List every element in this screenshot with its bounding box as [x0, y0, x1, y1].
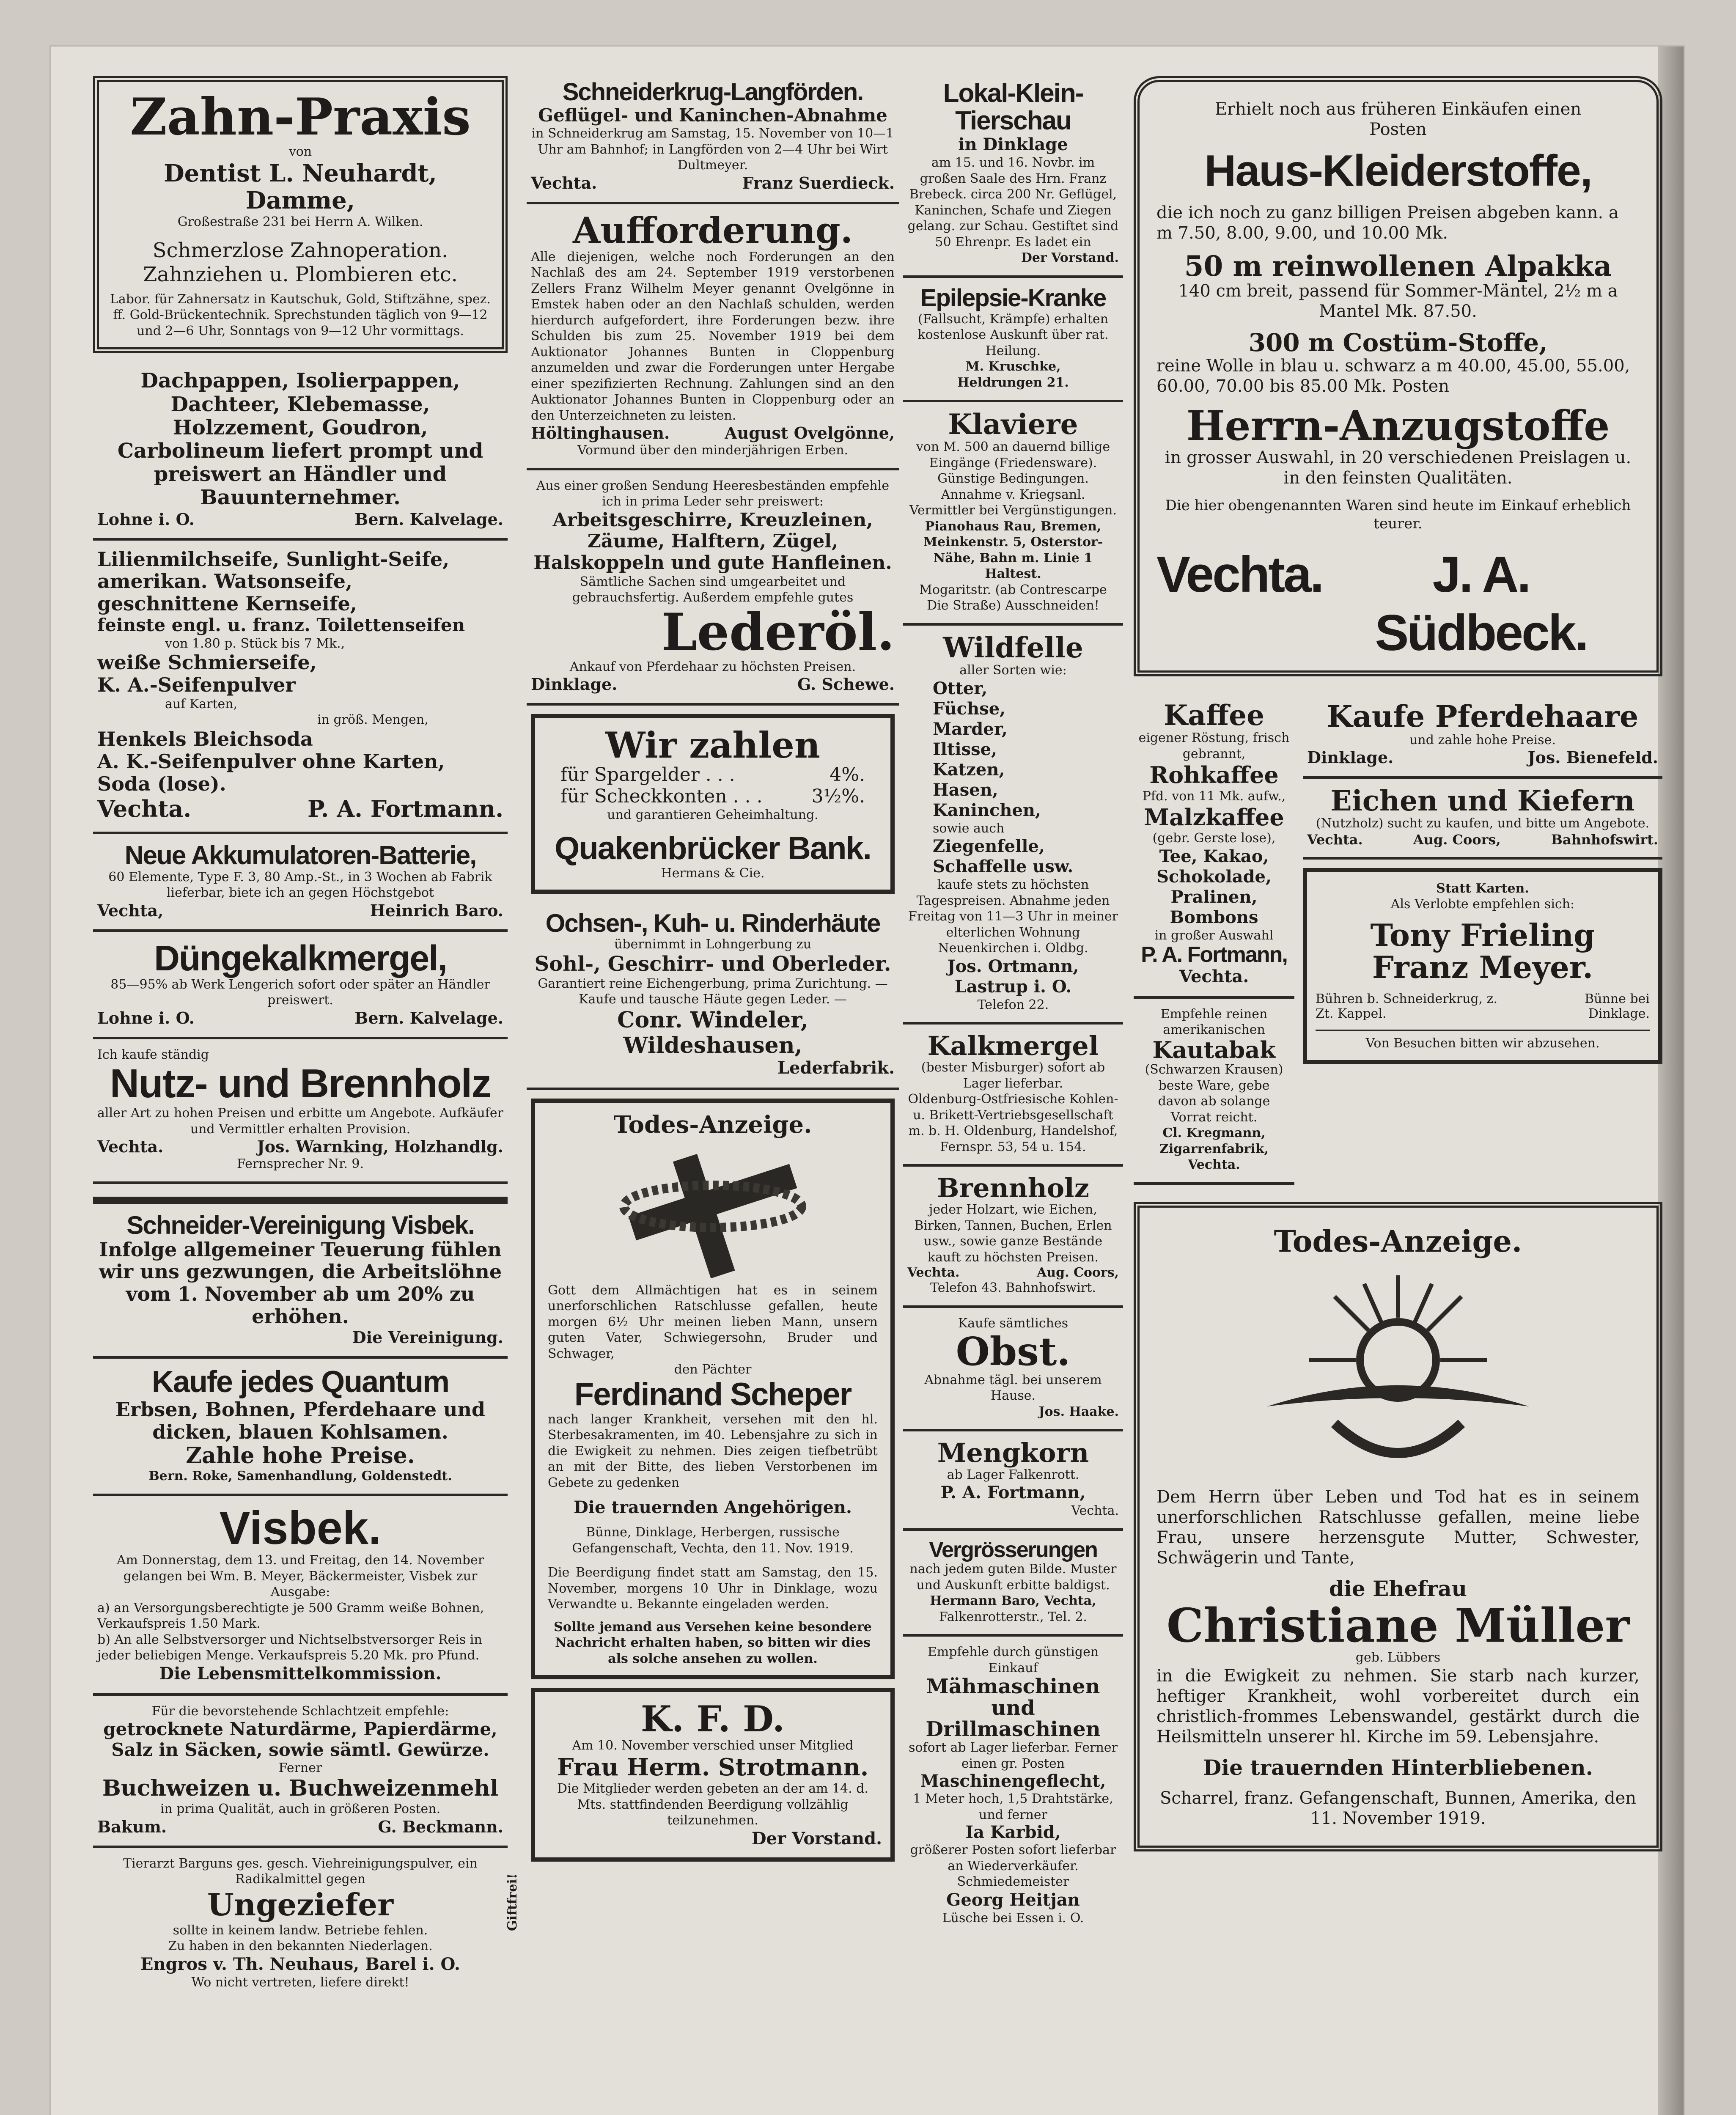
seifen-line-9: in größ. Mengen, — [317, 712, 429, 728]
ungeziefer-title: Ungeziefer — [207, 1886, 394, 1923]
column-4-right-strip — [1303, 693, 1662, 1185]
suedbeck-pre: Erhielt noch aus früheren Einkäufen einen Posten — [1214, 99, 1582, 139]
klaviere-firm: Pianohaus Rau, Bremen, Meinkenstr. 5, Osterstor-Nähe, Bahn m. Linie 1 Haltest. — [923, 519, 1103, 582]
wildfelle-firm: Jos. Ortmann, — [947, 956, 1079, 976]
suedbeck-text-2: 140 cm breit, passend für Sommer-Mäntel, 2½ m a Mantel Mk. 87.50. — [1178, 281, 1618, 321]
seifen-line-7: K. A.-Seifenpulver — [97, 673, 296, 696]
verlobung-places — [1316, 992, 1650, 1021]
haeute-title-2: Sohl-, Geschirr- und Oberleder. — [534, 952, 891, 976]
brennholz-footer — [907, 1265, 1119, 1280]
todes2-pre: die Ehefrau — [1329, 1576, 1467, 1601]
todes2-geb: geb. Lübbers — [1355, 1650, 1441, 1665]
zahnpraxis-von: von — [288, 144, 312, 159]
tierschau-text: am 15. und 16. Novbr. im großen Saale des Hrn. Franz Brebeck. circa 200 Nr. Geflügel, Kaninchen, Schafe und Ziegen gelang. zur Schau. Gestiftet sind 50 Ehrenpr. Es ladet ein — [907, 155, 1119, 250]
pferdehaare-footer — [1307, 748, 1658, 767]
bank-name: Quakenbrücker Bank. — [555, 830, 871, 866]
wildfelle-item: Kaninchen, — [933, 800, 1041, 820]
todes1-pre: den Pächter — [674, 1362, 752, 1377]
bank-row-1-label: für Spargelder . . . — [560, 764, 735, 786]
suedbeck-text: die ich noch zu ganz billigen Preisen abgeben kann. a m 7.50, 8.00, 9.00, und 10.00 Mk. — [1156, 203, 1619, 243]
wildfelle-item: Schaffelle usw. — [933, 857, 1074, 877]
verlobung-name-1: Tony Frieling — [1370, 917, 1595, 953]
kfd-text: Am 10. November verschied unser Mitglied — [572, 1738, 854, 1753]
nutzholz-firm: Jos. Warnking, Holzhandlg. — [257, 1137, 503, 1156]
ad-verlobung — [1303, 868, 1662, 1064]
column-3 — [903, 72, 1123, 1935]
ad-visbek — [93, 1496, 508, 1696]
bank-text: und garantieren Geheimhaltung. — [607, 808, 819, 823]
aufforderung-place: Höltinghausen. — [531, 423, 670, 443]
ad-aufforderung — [527, 204, 899, 470]
vergroesserungen-addr: Falkenrotterstr., Tel. 2. — [939, 1609, 1087, 1624]
kaffee-text-4: in großer Auswahl — [1154, 928, 1274, 943]
suedbeck-place: Vechta. — [1156, 546, 1323, 603]
ad-mengkorn — [903, 1431, 1123, 1530]
bank-row-2-value: 3½%. — [811, 786, 865, 808]
ad-brennholz-coors — [903, 1167, 1123, 1308]
kaffee-item: Tee, Kakao, — [1159, 846, 1269, 866]
duengekalk-text: 85—95% ab Werk Lengerich sofort oder später an Händler preiswert. — [110, 977, 490, 1008]
schneider-footer — [97, 1328, 503, 1347]
ungeziefer-side: Giftfrei! — [505, 1873, 520, 1931]
dachpappen-firm: Bern. Kalvelage. — [354, 509, 503, 529]
kaffee-item: Pralinen, — [1170, 887, 1258, 907]
haeute-firm: Conr. Windeler, Wildeshausen, — [617, 1007, 808, 1058]
bank-title: Wir zahlen — [605, 724, 820, 766]
schneiderkrug-place: Vechta. — [531, 173, 597, 192]
column-4 — [1134, 72, 1662, 1860]
lederoel-line: Arbeitsgeschirre, Kreuzleinen, Zäume, Halftern, Zügel, Halskoppeln und gute Hanfleinen. — [533, 509, 892, 574]
ad-todesanzeige-scheper — [531, 1099, 895, 1679]
visbek-title: Visbek. — [219, 1502, 382, 1554]
kautabak-pre: Empfehle reinen amerikanischen — [1160, 1006, 1268, 1038]
wildfelle-item: Marder, — [933, 719, 1008, 739]
visbek-item-b: b) An alle Selbstversorger und Nichtselbstversorger Reis in jeder beliebigen Menge. Verkaufspreis 5.20 Mk. pro Pfund. — [97, 1632, 482, 1663]
ad-maschinen — [903, 1637, 1123, 1935]
ad-klaviere — [903, 402, 1123, 626]
lederoel-place: Dinklage. — [531, 675, 618, 694]
nutzholz-footer — [97, 1137, 503, 1156]
eichen-place: Vechta. — [1307, 831, 1363, 848]
ad-schlachtzeit — [93, 1696, 508, 1848]
dachpappen-place: Lohne i. O. — [97, 509, 195, 529]
kaffee-item: Bombons — [1170, 907, 1258, 927]
ad-schneiderkrug — [527, 72, 899, 204]
nutzholz-pre: Ich kaufe ständig — [97, 1047, 209, 1062]
kaffee-title: Kaffee — [1163, 699, 1265, 732]
eichen-footer — [1307, 832, 1658, 848]
haeute-text: übernimmt in Lohngerbung zu — [614, 937, 812, 952]
brennholz-title: Brennholz — [937, 1173, 1089, 1204]
maschinen-place: Lüsche bei Essen i. O. — [942, 1910, 1084, 1925]
wildfelle-item: Katzen, — [933, 759, 1005, 780]
todes1-name: Ferdinand Scheper — [574, 1376, 852, 1412]
seifen-line-12: Soda (lose). — [97, 772, 226, 795]
epilepsie-text: (Fallsucht, Krämpfe) erhalten kostenlose Auskunft über rat. Heilung. — [917, 311, 1109, 358]
ad-kaffee — [1134, 693, 1294, 999]
seifen-line-8: auf Karten, — [165, 696, 238, 711]
seifen-line-10: Henkels Bleichsoda — [97, 727, 313, 750]
column-4-middle — [1134, 693, 1662, 1185]
suedbeck-title-4: Herrn-Anzugstoffe — [1186, 402, 1610, 450]
klaviere-title: Klaviere — [948, 408, 1078, 441]
schlachtzeit-firm: G. Beckmann. — [378, 1817, 503, 1836]
aufforderung-title: Aufforderung. — [572, 209, 853, 251]
wildfelle-item: Otter, — [933, 678, 988, 698]
eichen-firm: Aug. Coors, — [1413, 831, 1501, 848]
kaffee-place: Vechta. — [1179, 966, 1249, 986]
kfd-name: Frau Herm. Strotmann. — [557, 1753, 869, 1781]
sunburst-wreath-icon — [1250, 1263, 1546, 1483]
kaffee-text-3: (gebr. Gerste lose), — [1152, 831, 1276, 846]
schneiderkrug-title: Schneiderkrug-Langförden. — [562, 78, 863, 106]
ad-wildfelle — [903, 626, 1123, 1025]
schlachtzeit-title: Buchweizen u. Buchweizenmehl — [102, 1775, 499, 1802]
quantum-pay: Zahle hohe Preise. — [186, 1442, 415, 1469]
todes1-text: Gott dem Allmächtigen hat es in seinem unerforschlichen Ratschlusse gefallen, heute morgen 6½ Uhr meinen lieben Mann, unsern guten Vater, Schwiegersohn, Bruder und Schwager, — [548, 1283, 878, 1361]
mengkorn-firm: P. A. Fortmann, — [940, 1483, 1086, 1503]
ad-epilepsie — [903, 278, 1123, 402]
eichen-text: (Nutzholz) sucht zu kaufen, und bitte um Angebote. — [1316, 816, 1650, 831]
wildfelle-title: Wildfelle — [943, 631, 1083, 664]
lederoel-text: Sämtliche Sachen sind umgearbeitet und gebrauchsfertig. Außerdem empfehle gutes — [572, 574, 854, 605]
wildfelle-item: sowie auch — [933, 821, 1005, 836]
obst-title: Obst. — [956, 1329, 1071, 1375]
ad-tierschau — [903, 72, 1123, 278]
todes1-funeral: Die Beerdigung findet statt am Samstag, den 15. November, morgens 10 Uhr in Dinklage, wozu Verwandte u. Bekannte eingeladen werden. — [548, 1565, 878, 1612]
ad-seifen — [93, 541, 508, 834]
eichen-role: Bahnhofswirt. — [1551, 831, 1658, 848]
ungeziefer-pre: Tierarzt Barguns ges. gesch. Viehreinigungspulver, ein Radikalmittel gegen — [123, 1856, 478, 1887]
suedbeck-firm: J. A. Südbeck. — [1375, 546, 1587, 662]
kaffee-text: eigener Röstung, frisch gebrannt, — [1138, 731, 1290, 761]
maschinen-text-2: 1 Meter hoch, 1,5 Drahtstärke, und ferner — [913, 1791, 1113, 1822]
brennholz-place: Vechta. — [907, 1265, 960, 1280]
seifen-line-3: geschnittene Kernseife, — [97, 592, 357, 615]
aufforderung-footer — [531, 423, 895, 442]
wildfelle-place: Lastrup i. O. — [954, 976, 1072, 997]
todes2-text-2: in die Ewigkeit zu nehmen. Sie starb nach kurzer, heftiger Krankheit, wohl vorbereitet durch ein christlich-frommes Lebenswandel, gestärkt durch die Heilsmitteln unserer hl. Kirche im 59. Lebensjahre. — [1156, 1666, 1640, 1747]
wildfelle-items — [907, 678, 1119, 877]
schlachtzeit-text: in prima Qualität, auch in größeren Posten. — [160, 1802, 441, 1817]
kalkmergel-text: (bester Misburger) sofort ab Lager lieferbar. — [921, 1060, 1105, 1091]
schlachtzeit-ferner: Ferner — [278, 1760, 322, 1775]
todes1-sign: Die trauernden Angehörigen. — [574, 1497, 852, 1518]
bank-row-1 — [544, 764, 882, 786]
lederoel-firm: G. Schewe. — [797, 675, 895, 694]
column-2 — [527, 72, 899, 1870]
seifen-line-4: feinste engl. u. franz. Toilettenseifen — [97, 615, 465, 636]
ad-duengekalk — [93, 932, 508, 1039]
nutzholz-phone: Fernsprecher Nr. 9. — [236, 1156, 364, 1172]
ad-akku — [93, 834, 508, 932]
akku-place: Vechta, — [97, 901, 164, 920]
wildfelle-phone: Telefon 22. — [977, 997, 1049, 1012]
seifen-line-1: Lilienmilchseife, Sunlight-Seife, — [97, 547, 450, 571]
aufforderung-text: Alle diejenigen, welche noch Forderungen an den Nachlaß des am 24. September 1919 verstorbenen Zellers Franz Wilhelm Meyer genannt Ovelgönne in Emstek haben oder an den Nachlaß schulden, werden hierdurch aufgefordert, ihre Forderungen bezw. ihre Schulden bis zum 25. November 1919 bei dem Auktionator Johannes Bunten in Cloppenburg anzumelden und zwar die Forderungen unter Hergabe einer spezifizierten Rechnung. Zahlungen sind an den Auktionator Johannes Bunten in Cloppenburg oder an den Unterzeichneten zu leisten. — [531, 249, 895, 423]
ad-ungeziefer — [93, 1848, 520, 2000]
suedbeck-title-3: 300 m Costüm-Stoffe, — [1248, 328, 1548, 357]
ad-dachpappen — [93, 362, 508, 540]
tierschau-title: Lokal-Klein-Tierschau — [943, 79, 1083, 136]
ad-quantum — [93, 1359, 508, 1496]
dachpappen-footer — [97, 510, 503, 529]
epilepsie-firm: M. Kruschke, — [965, 359, 1061, 374]
ad-quakenbruecker-bank — [531, 714, 895, 894]
todes1-text-2: nach langer Krankheit, versehen mit den hl. Sterbesakramenten, im 40. Lebensjahre zu sich in die Ewigkeit zu nehmen. Dies zeigen tiefbetrübt an mit der Bitte, des lieben Verstorbenen im Gebete zu gedenken — [548, 1412, 878, 1490]
zahnpraxis-dentist: Dentist L. Neuhardt, Damme, — [164, 159, 437, 214]
maschinen-title: Mähmaschinen und Drillmaschinen — [926, 1675, 1101, 1741]
schlachtzeit-line-1: getrocknete Naturdärme, Papierdärme, — [103, 1719, 497, 1740]
ungeziefer-avail: Zu haben in den bekannten Niederlagen. — [168, 1939, 433, 1954]
maschinen-text: sofort ab Lager lieferbar. Ferner einen gr. Posten — [909, 1740, 1118, 1771]
quantum-text: Erbsen, Bohnen, Pferdehaare und dicken, blauen Kohlsamen. — [115, 1398, 486, 1443]
ad-haeute — [527, 902, 899, 1090]
ad-zahnpraxis — [93, 76, 508, 353]
todes2-text: Dem Herrn über Leben und Tod hat es in seinem unerforschlichen Ratschlusse gefallen, meine liebe Frau, unsere herzensgute Mutter, Schwester, Schwägerin und Tante, — [1156, 1487, 1640, 1568]
wildfelle-sub: aller Sorten wie: — [959, 663, 1067, 678]
duengekalk-title: Düngekalkmergel, — [154, 938, 447, 978]
brennholz-text: jeder Holzart, wie Eichen, Birken, Tannen, Buchen, Erlen usw., sowie ganze Bestände kauft zu höchsten Preisen. — [914, 1202, 1112, 1265]
kaffee-title-2: Rohkaffee — [1149, 761, 1279, 789]
column-4-left-strip — [1134, 693, 1294, 1185]
verlobung-name-2: Franz Meyer. — [1372, 949, 1593, 985]
haeute-small: Garantiert reine Eichengerbung, prima Zurichtung. — Kaufe und tausche Häute gegen Leder. — — [538, 976, 888, 1007]
mengkorn-place: Vechta. — [1071, 1503, 1119, 1519]
maschinen-text-3: größerer Posten sofort lieferbar an Wiederverkäufer. — [910, 1843, 1116, 1873]
akku-footer — [97, 901, 503, 920]
kaffee-item: Schokolade, — [1156, 866, 1272, 887]
wildfelle-item: Ziegenfelle, — [933, 836, 1045, 857]
schneider-title: Schneider-Vereinigung Visbek. — [126, 1211, 474, 1239]
seifen-firm: P. A. Fortmann. — [307, 795, 503, 822]
bank-row-2 — [544, 786, 882, 807]
visbek-sign: Die Lebensmittelkommission. — [159, 1663, 442, 1684]
verlobung-right: Bünne bei Dinklage. — [1585, 992, 1650, 1022]
wildfelle-item: Iltisse, — [933, 739, 997, 759]
todes1-title: Todes-Anzeige. — [613, 1111, 812, 1139]
pferdehaare-firm: Jos. Bienefeld. — [1527, 748, 1658, 767]
ad-kautabak — [1134, 999, 1294, 1185]
pferdehaare-title: Kaufe Pferdehaare — [1327, 699, 1639, 734]
ad-schneider-vereinigung — [93, 1197, 508, 1359]
ad-kalkmergel — [903, 1025, 1123, 1167]
zahnpraxis-title: Zahn-Praxis — [130, 87, 471, 147]
lederoel-pre: Aus einer großen Sendung Heeresbeständen empfehle ich in prima Leder sehr preiswert: — [536, 478, 890, 509]
mengkorn-title: Mengkorn — [937, 1437, 1089, 1469]
ad-suedbeck — [1134, 76, 1662, 676]
bank-firm: Hermans & Cie. — [661, 865, 765, 881]
kaffee-firm: P. A. Fortmann, — [1141, 942, 1287, 967]
haeute-sub: Lederfabrik. — [777, 1058, 895, 1078]
seifen-line-2: amerikan. Watsonseife, — [97, 570, 353, 593]
verlobung-left: Bühren b. Schneiderkrug, z. Zt. Kappel. — [1316, 992, 1498, 1022]
maschinen-firm: Georg Heitjan — [946, 1890, 1080, 1910]
verlobung-note: Von Besuchen bitten wir abzusehen. — [1316, 1030, 1650, 1052]
epilepsie-title: Epilepsie-Kranke — [920, 284, 1106, 312]
vergroesserungen-title: Vergrösserungen — [929, 1537, 1097, 1562]
ad-todesanzeige-mueller — [1134, 1202, 1662, 1852]
schlachtzeit-pre: Für die bevorstehende Schlachtzeit empfehle: — [151, 1703, 449, 1719]
kaffee-text-2: Pfd. von 11 Mk. aufw., — [1142, 788, 1286, 804]
schlachtzeit-place: Bakum. — [97, 1817, 167, 1836]
suedbeck-footer — [1156, 545, 1640, 662]
lederoel-bottom: Ankauf von Pferdehaar zu höchsten Preisen. — [569, 659, 856, 674]
vergroesserungen-firm: Hermann Baro, Vechta, — [930, 1593, 1096, 1609]
obst-pre: Kaufe sämtliches — [958, 1316, 1069, 1331]
aufforderung-role: Vormund über den minderjährigen Erben. — [577, 443, 849, 458]
suedbeck-text-5: Die hier obengenannten Waren sind heute im Einkauf erheblich teurer. — [1165, 497, 1631, 532]
cross-wreath-icon — [611, 1143, 814, 1278]
maschinen-pre: Empfehle durch günstigen Einkauf — [927, 1645, 1099, 1676]
todes2-place: Scharrel, franz. Gefangenschaft, Bunnen, Amerika, den 11. November 1919. — [1159, 1788, 1636, 1829]
ad-nutzholz — [93, 1039, 508, 1184]
duengekalk-firm: Bern. Kalvelage. — [354, 1008, 503, 1027]
akku-title: Neue Akkumulatoren-Batterie, — [124, 841, 476, 870]
schneiderkrug-text: in Schneiderkrug am Samstag, 15. November von 10—1 Uhr am Bahnhof; in Langförden von 2—4 Uhr bei Wirt Dultmeyer. — [531, 126, 894, 173]
eichen-title: Eichen und Kiefern — [1330, 784, 1635, 818]
seifen-place: Vechta. — [97, 795, 192, 822]
todes2-title: Todes-Anzeige. — [1274, 1223, 1522, 1259]
quantum-title: Kaufe jedes Quantum — [151, 1365, 449, 1399]
dachpappen-text: Dachpappen, Isolierpappen, Dachteer, Klebemasse, Holzzement, Goudron, Carbolineum liefert prompt und preiswert an Händler und Bauunternehmer. — [117, 369, 483, 510]
kautabak-text: (Schwarzen Krausen) beste Ware, gebe davon ab solange Vorrat reicht. — [1145, 1062, 1283, 1125]
ungeziefer-note: Wo nicht vertreten, liefere direkt! — [191, 1975, 409, 1990]
kautabak-title: Kautabak — [1152, 1036, 1276, 1063]
ad-lederoel — [527, 470, 899, 706]
schlachtzeit-line-2: Salz in Säcken, sowie sämtl. Gewürze. — [111, 1739, 489, 1760]
seifen-footer — [97, 795, 503, 822]
duengekalk-place: Lohne i. O. — [97, 1008, 195, 1027]
ad-obst — [903, 1308, 1123, 1432]
obst-text: Abnahme tägl. bei unserem Hause. — [924, 1372, 1102, 1404]
bank-row-2-label: für Scheckkonten . . . — [560, 786, 763, 808]
suedbeck-title: Haus-Kleiderstoffe, — [1204, 146, 1592, 195]
maschinen-title-2: Maschinengeflecht, — [920, 1771, 1106, 1791]
lederoel-title: Lederöl. — [661, 602, 895, 662]
seifen-line-6: weiße Schmierseife, — [97, 651, 317, 674]
haeute-title: Ochsen-, Kuh- u. Rinderhäute — [545, 909, 880, 938]
verlobung-sub: Als Verlobte empfehlen sich: — [1390, 897, 1575, 912]
nutzholz-text: aller Art zu hohen Preisen und erbitte um Angebote. Aufkäufer und Vermittler erhalten Provision. — [97, 1106, 503, 1137]
kautabak-firm: Cl. Kregmann, — [1162, 1126, 1266, 1141]
pferdehaare-place: Dinklage. — [1307, 748, 1394, 767]
todes1-note: Sollte jemand aus Versehen keine besondere Nachricht erhalten haben, so bitten wir dies als solche ansehen zu wollen. — [554, 1619, 872, 1666]
pferdehaare-text: und zahle hohe Preise. — [1409, 732, 1556, 747]
tierschau-place: in Dinklage — [958, 135, 1068, 155]
seifen-line-5: von 1.80 p. Stück bis 7 Mk., — [165, 636, 345, 651]
zahnpraxis-details: Labor. für Zahnersatz in Kautschuk, Gold, Stiftzähne, spez. ff. Gold-Brückentechnik. Sprechstunden täglich von 9—12 und 2—6 Uhr, Sonntags von 9—12 Uhr vormittags. — [110, 291, 491, 338]
schneiderkrug-footer — [531, 173, 895, 192]
nutzholz-place: Vechta. — [97, 1137, 164, 1156]
visbek-item-a: a) an Versorgungsberechtigte je 500 Gramm weiße Bohnen, Verkaufspreis 1.50 Mark. — [97, 1600, 484, 1632]
kfd-sign: Der Vorstand. — [751, 1828, 882, 1849]
tierschau-sign: Der Vorstand. — [1021, 250, 1119, 266]
ad-kfd — [531, 1688, 895, 1862]
schneiderkrug-subtitle: Geflügel- und Kaninchen-Abnahme — [538, 104, 887, 126]
kalkmergel-title: Kalkmergel — [927, 1030, 1099, 1062]
suedbeck-text-4: in grosser Auswahl, in 20 verschiedenen Preislagen u. in den feinsten Qualitäten. — [1165, 448, 1632, 488]
akku-text: 60 Elemente, Type F. 3, 80 Amp.-St., in 3 Wochen ab Fabrik lieferbar, biete ich an gegen Höchstgebot — [108, 869, 492, 901]
lederoel-footer — [531, 675, 895, 694]
bank-row-1-value: 4%. — [830, 764, 865, 786]
kalkmergel-firm: Oldenburg-Ostfriesische Kohlen- u. Brikett-Vertriebsgesellschaft m. b. H. Oldenburg, Handelshof, Fernspr. 53, 54 u. 154. — [908, 1092, 1118, 1154]
kaffee-title-3: Malzkaffee — [1144, 804, 1284, 831]
schneider-text: Infolge allgemeiner Teuerung fühlen wir uns gezwungen, die Arbeitslöhne vom 1. November ab um 20% zu erhöhen. — [99, 1238, 502, 1328]
suedbeck-text-3: reine Wolle in blau u. schwarz a m 40.00, 45.00, 55.00, 60.00, 70.00 bis 85.00 Mk. Posten — [1156, 356, 1630, 396]
akku-firm: Heinrich Baro. — [370, 901, 503, 920]
todes2-name: Christiane Müller — [1166, 1598, 1630, 1653]
brennholz-phone: Telefon 43. Bahnhofswirt. — [930, 1280, 1096, 1296]
duengekalk-footer — [97, 1008, 503, 1027]
kfd-text-2: Die Mitglieder werden gebeten an der am 14. d. Mts. stattfindenden Beerdigung vollzählig teilzunehmen. — [557, 1781, 868, 1828]
column-1 — [93, 72, 520, 2000]
todes2-sign: Die trauernden Hinterbliebenen. — [1203, 1755, 1593, 1780]
zahnpraxis-line-2: Zahnziehen u. Plombieren etc. — [143, 263, 458, 287]
obst-firm: Jos. Haake. — [1038, 1404, 1119, 1419]
ad-eichen — [1303, 779, 1662, 860]
klaviere-text: von M. 500 an dauernd billige Eingänge (Friedensware). Günstige Bedingungen. Annahme v. Kriegsanl. Vermittler bei Vergünstigungen. — [909, 439, 1117, 518]
ungeziefer-engros: Engros v. Th. Neuhaus, Barel i. O. — [140, 1954, 460, 1974]
ad-pferdehaare — [1303, 693, 1662, 779]
quantum-firm: Bern. Roke, Samenhandlung, Goldenstedt. — [148, 1469, 452, 1484]
wildfelle-item: Hasen, — [933, 780, 998, 800]
klaviere-extra: Mogaritstr. (ab Contrescarpe Die Straße) Ausschneiden! — [919, 582, 1107, 613]
ad-vergroesserungen — [903, 1531, 1123, 1637]
zahnpraxis-line-1: Schmerzlose Zahnoperation. — [152, 238, 448, 262]
seifen-line-11: A. K.-Seifenpulver ohne Karten, — [97, 750, 445, 773]
wildfelle-item: Füchse, — [933, 698, 1006, 719]
maschinen-title-3: Ia Karbid, — [965, 1822, 1061, 1843]
ungeziefer-text: sollte in keinem landw. Betriebe fehlen. — [173, 1923, 428, 1938]
brennholz-firm: Aug. Coors, — [1037, 1265, 1119, 1280]
wildfelle-text: kaufe stets zu höchsten Tagespreisen. Abnahme jeden Freitag von 11—3 Uhr in meiner elterlichen Wohnung Neuenkirchen i. Oldbg. — [908, 877, 1118, 956]
schneider-sign: Die Vereinigung. — [352, 1328, 503, 1347]
schlachtzeit-footer — [97, 1817, 503, 1836]
visbek-text: Am Donnerstag, dem 13. und Freitag, den 14. November gelangen bei Wm. B. Meyer, Bäckermeister, Visbek zur Ausgabe: — [116, 1553, 484, 1600]
vergroesserungen-text: nach jedem guten Bilde. Muster und Auskunft erbitte baldigst. — [909, 1562, 1117, 1593]
zahnpraxis-address: Großestraße 231 bei Herrn A. Wilken. — [177, 214, 423, 230]
verlobung-pre: Statt Karten. — [1436, 881, 1529, 896]
aufforderung-firm: August Ovelgönne, — [725, 423, 895, 443]
suedbeck-title-2: 50 m reinwollenen Alpakka — [1184, 250, 1612, 283]
epilepsie-place: Heldrungen 21. — [957, 375, 1069, 390]
maschinen-role: Schmiedemeister — [957, 1874, 1069, 1890]
schneiderkrug-firm: Franz Suerdieck. — [742, 173, 895, 192]
kfd-title: K. F. D. — [640, 1698, 785, 1740]
mengkorn-text: ab Lager Falkenrott. — [947, 1467, 1080, 1482]
nutzholz-title: Nutz- und Brennholz — [110, 1061, 491, 1107]
todes1-place: Bünne, Dinklage, Herbergen, russische Gefangenschaft, Vechta, den 11. Nov. 1919. — [572, 1525, 854, 1556]
kautabak-place: Zigarrenfabrik, Vechta. — [1159, 1141, 1269, 1173]
